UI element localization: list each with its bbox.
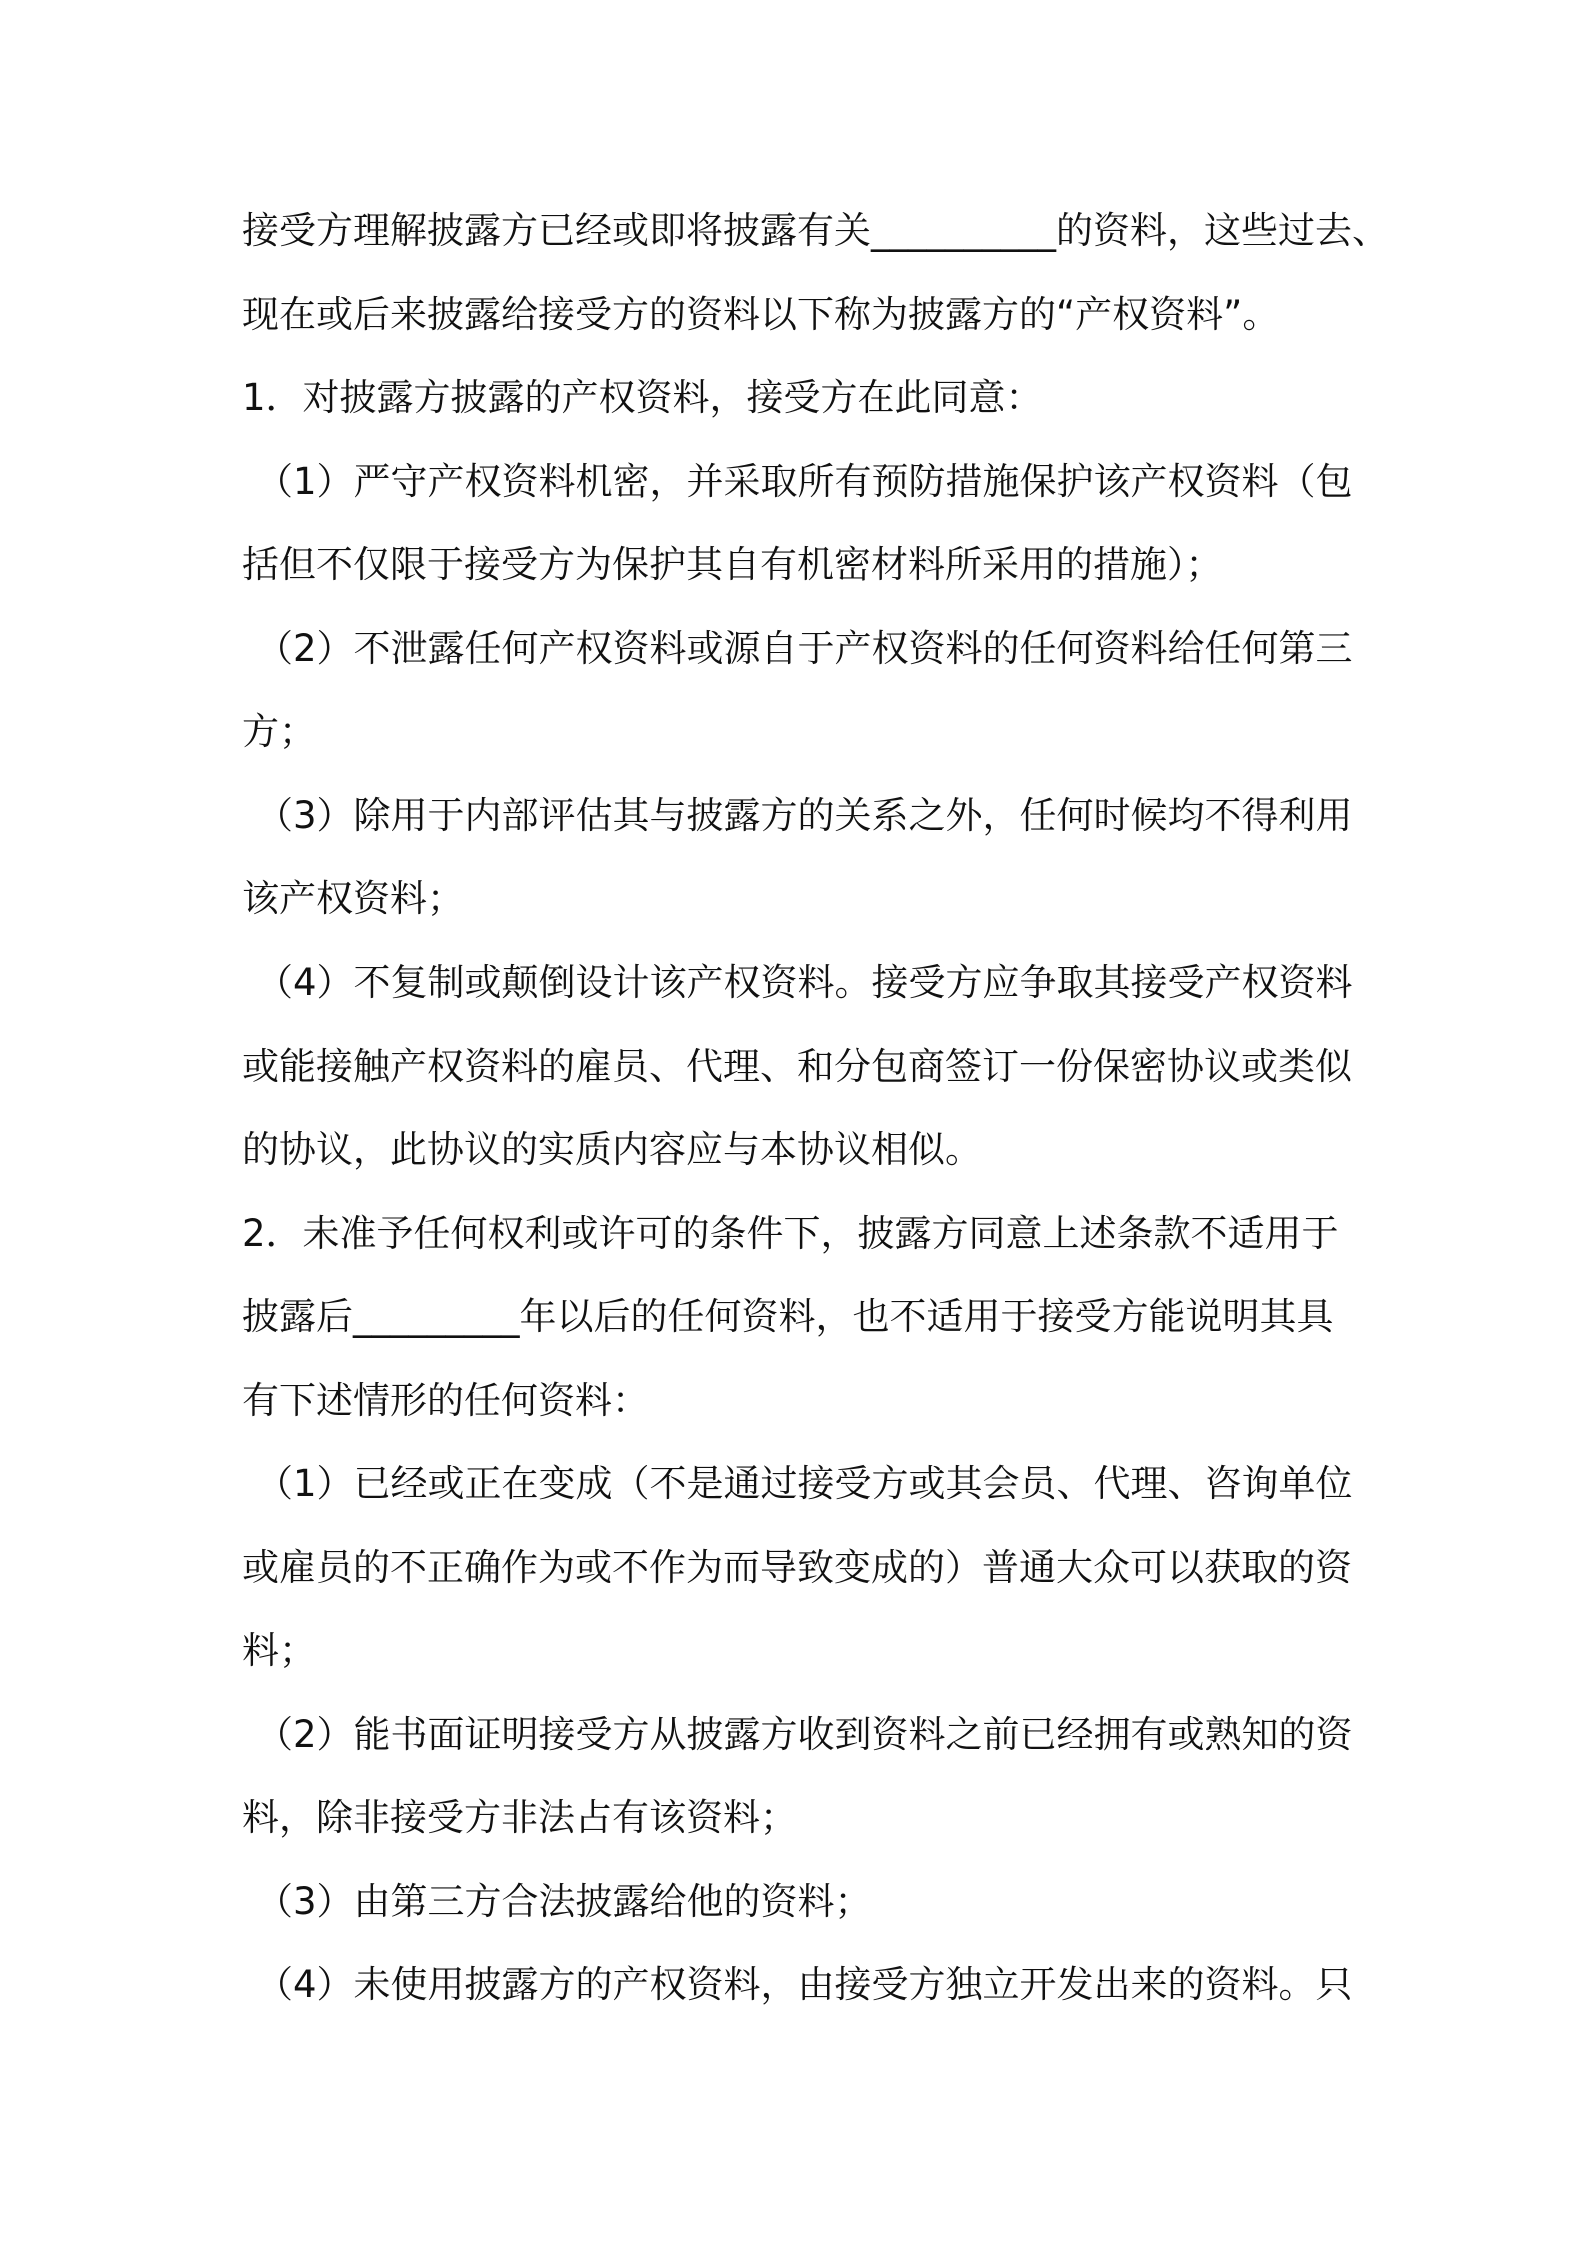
- paragraph-line: 或雇员的不正确作为或不作为而导致变成的）普通大众可以获取的资: [242, 1546, 1352, 1589]
- paragraph-line: 料；: [242, 1629, 316, 1672]
- paragraph-line: 或能接触产权资料的雇员、代理、和分包商签订一份保密协议或类似: [242, 1045, 1352, 1088]
- clause-heading: 1．对披露方披露的产权资料，接受方在此同意：: [242, 376, 1043, 419]
- paragraph-line: 披露后_________年以后的任何资料，也不适用于接受方能说明其具: [242, 1295, 1334, 1338]
- list-item-line: （3）由第三方合法披露给他的资料；: [256, 1880, 872, 1923]
- list-item-line: （4）不复制或颠倒设计该产权资料。接受方应争取其接受产权资料: [256, 961, 1353, 1004]
- clause-heading: 2．未准予任何权利或许可的条件下，披露方同意上述条款不适用于: [242, 1212, 1339, 1255]
- paragraph-line: 该产权资料；: [242, 877, 464, 920]
- paragraph-line: 接受方理解披露方已经或即将披露有关__________的资料，这些过去、: [242, 209, 1389, 252]
- paragraph-line: 方；: [242, 710, 316, 753]
- list-item-line: （1）严守产权资料机密，并采取所有预防措施保护该产权资料（包: [256, 460, 1353, 503]
- list-item-line: （3）除用于内部评估其与披露方的关系之外，任何时候均不得利用: [256, 794, 1353, 837]
- paragraph-line: 的协议，此协议的实质内容应与本协议相似。: [242, 1128, 982, 1171]
- list-item-line: （1）已经或正在变成（不是通过接受方或其会员、代理、咨询单位: [256, 1462, 1353, 1505]
- paragraph-line: 料，除非接受方非法占有该资料；: [242, 1796, 797, 1839]
- list-item-line: （2）能书面证明接受方从披露方收到资料之前已经拥有或熟知的资: [256, 1713, 1353, 1756]
- paragraph-line: 现在或后来披露给接受方的资料以下称为披露方的“产权资料”。: [242, 293, 1280, 336]
- paragraph-line: 有下述情形的任何资料：: [242, 1379, 649, 1422]
- list-item-line: （2）不泄露任何产权资料或源自于产权资料的任何资料给任何第三: [256, 627, 1353, 670]
- list-item-line: （4）未使用披露方的产权资料，由接受方独立开发出来的资料。只: [256, 1963, 1353, 2006]
- paragraph-line: 括但不仅限于接受方为保护其自有机密材料所采用的措施）；: [242, 543, 1223, 586]
